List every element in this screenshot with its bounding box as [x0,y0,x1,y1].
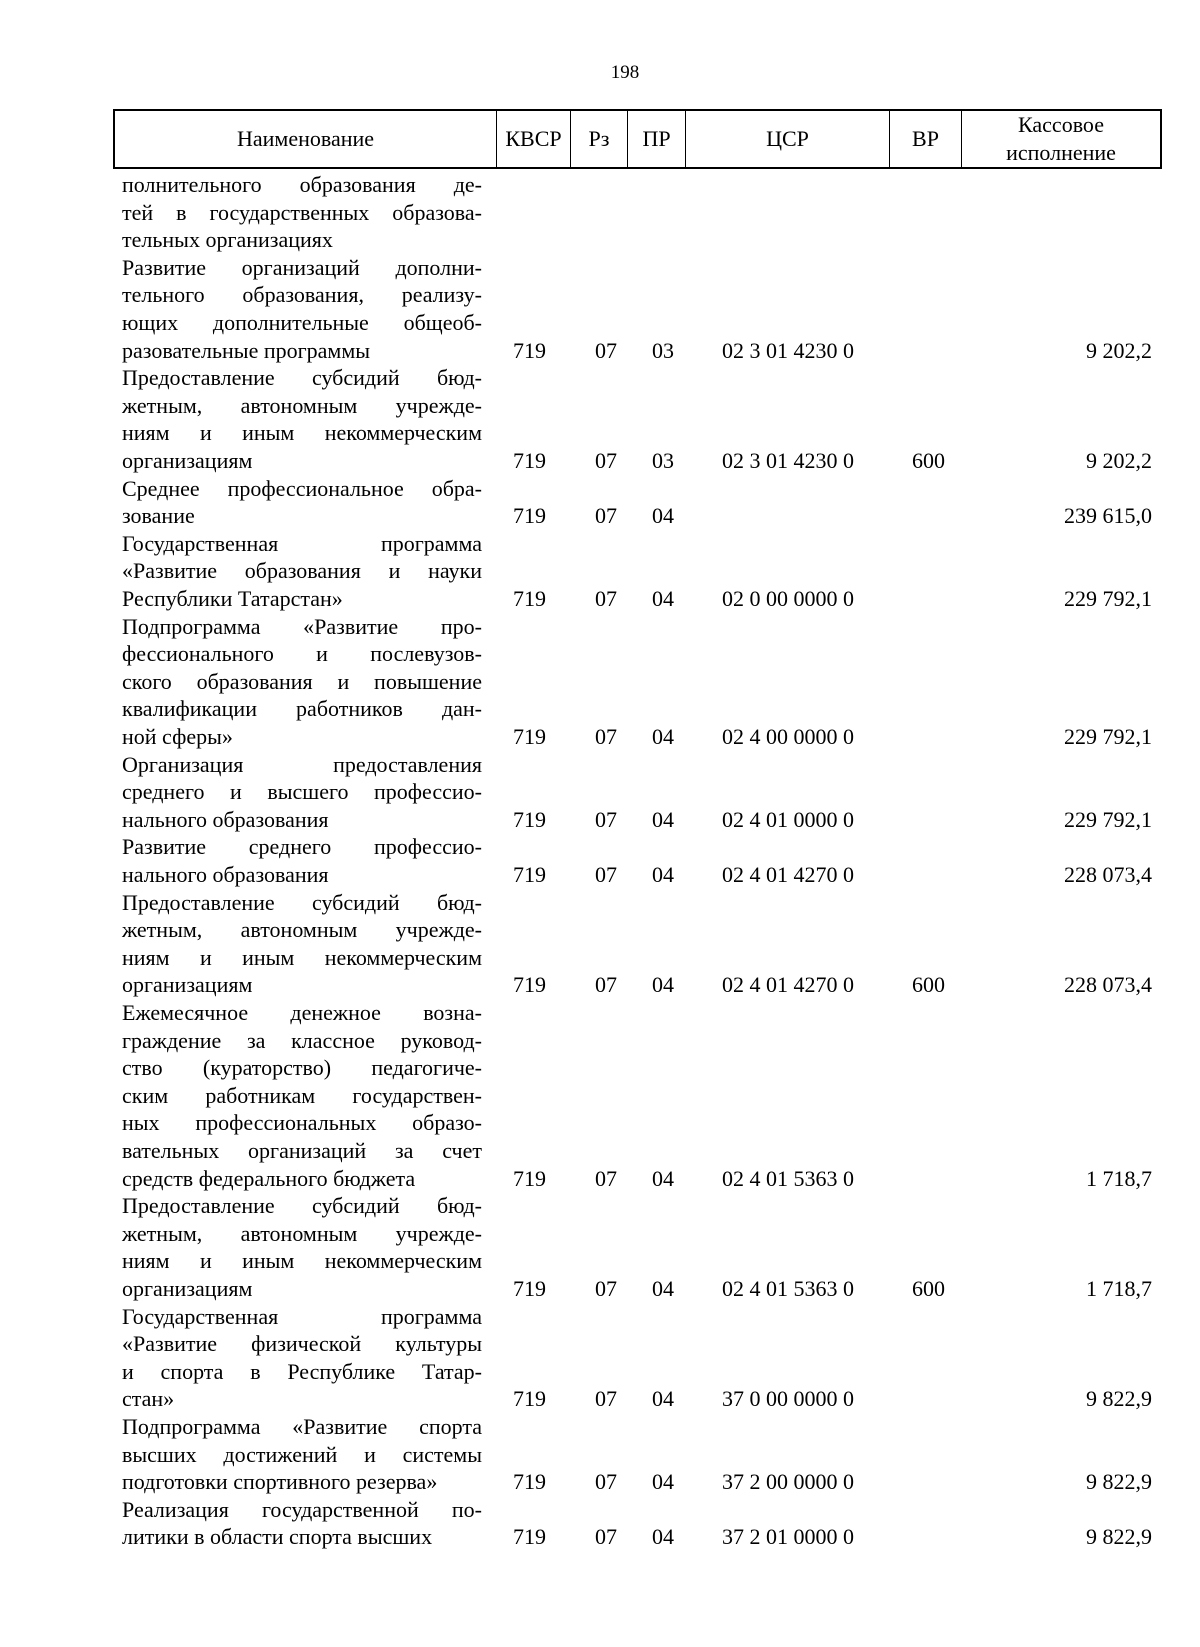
table-row [0,751,1200,834]
row-csr: 02 4 01 0000 0 [722,806,854,832]
row-pr: 04 [652,1386,674,1412]
row-amount: 9 822,9 [1086,1469,1152,1495]
row-name-line: жетным, автономным учрежде- [122,392,482,418]
row-name-line: ниям и иным некоммерческим [122,1248,482,1274]
row-name-line: граждение за классное руковод- [122,1027,482,1053]
row-name-line: организациям [122,447,253,473]
table-row [0,364,1200,474]
row-csr: 02 4 01 4270 0 [722,972,854,998]
row-rz: 07 [595,1469,617,1495]
table-row [0,1496,1200,1551]
row-name-line: средств федерального бюджета [122,1165,416,1191]
row-name [122,254,482,364]
row-pr: 04 [652,723,674,749]
row-name-line: Государственная программа [122,530,482,556]
row-rz: 07 [595,1386,617,1412]
row-kvsr: 719 [513,723,546,749]
row-name-line: Подпрограмма «Развитие про- [122,613,482,639]
row-name-line: тей в государственных образова- [122,199,482,225]
row-name-line: Реализация государственной по- [122,1496,482,1522]
header-name: Наименование [236,126,375,151]
row-name [122,171,482,254]
row-amount: 229 792,1 [1064,723,1152,749]
header-amount-line1: Кассовое [1018,112,1104,137]
row-rz: 07 [595,806,617,832]
row-name-line: Государственная программа [122,1303,482,1329]
row-name-line: Предоставление субсидий бюд- [122,365,482,391]
row-name-line: зование [122,503,195,529]
row-rz: 07 [595,447,617,473]
row-name-line: тельного образования, реализу- [122,282,482,308]
row-kvsr: 719 [513,1165,546,1191]
header-rz: Рз [570,111,627,167]
row-rz: 07 [595,861,617,887]
row-name-line: Предоставление субсидий бюд- [122,1193,482,1219]
row-name-line: Республики Татарстан» [122,585,343,611]
row-kvsr: 719 [513,1524,546,1550]
row-name-line: «Развитие физической культуры [122,1331,482,1357]
row-name [122,1192,482,1302]
row-name-line: литики в области спорта высших [122,1524,433,1550]
row-name-line: Развитие среднего профессио- [122,834,482,860]
row-name [122,530,482,613]
row-amount: 229 792,1 [1064,585,1152,611]
row-rz: 07 [595,972,617,998]
row-name-line: среднего и высшего профессио- [122,779,482,805]
row-vr: 600 [912,972,945,998]
row-name-line: ной сферы» [122,723,233,749]
row-name-line: ство (кураторство) педагогиче- [122,1055,482,1081]
row-kvsr: 719 [513,337,546,363]
row-amount: 9 202,2 [1086,447,1152,473]
row-name-line: квалификации работников дан- [122,696,482,722]
table-row [0,889,1200,999]
row-kvsr: 719 [513,972,546,998]
table-row [0,475,1200,530]
table-row [0,999,1200,1192]
row-amount: 229 792,1 [1064,806,1152,832]
row-amount: 1 718,7 [1086,1165,1152,1191]
header-pr: ПР [627,111,685,167]
row-name-line: Предоставление субсидий бюд- [122,889,482,915]
table-row [0,1192,1200,1302]
row-pr: 04 [652,503,674,529]
row-pr: 04 [652,861,674,887]
row-kvsr: 719 [513,585,546,611]
row-name-line: тельных организациях [122,227,333,253]
row-name-line: Среднее профессиональное обра- [122,475,482,501]
row-kvsr: 719 [513,503,546,529]
row-amount: 9 822,9 [1086,1386,1152,1412]
row-rz: 07 [595,585,617,611]
header-kvsr: КВСР [496,111,570,167]
row-name-line: нального образования [122,861,329,887]
row-csr: 02 0 00 0000 0 [722,585,854,611]
header-csr: ЦСР [685,111,889,167]
row-name [122,475,482,530]
row-name-line: Развитие организаций дополни- [122,254,482,280]
row-name [122,1303,482,1413]
row-name-line: организациям [122,972,253,998]
row-rz: 07 [595,1524,617,1550]
table-body [0,171,1200,1551]
row-rz: 07 [595,1165,617,1191]
row-kvsr: 719 [513,1386,546,1412]
row-vr: 600 [912,447,945,473]
row-pr: 04 [652,1524,674,1550]
table-row [0,833,1200,888]
row-name [122,613,482,751]
row-name-line: жетным, автономным учрежде- [122,917,482,943]
row-pr: 03 [652,337,674,363]
table-row [0,530,1200,613]
row-kvsr: 719 [513,1469,546,1495]
row-csr: 37 2 01 0000 0 [722,1524,854,1550]
row-name-line: нального образования [122,806,329,832]
row-pr: 04 [652,1275,674,1301]
row-kvsr: 719 [513,861,546,887]
row-vr: 600 [912,1275,945,1301]
row-name-line: «Развитие образования и науки [122,558,482,584]
row-name-line: ниям и иным некоммерческим [122,944,482,970]
row-csr: 02 4 01 5363 0 [722,1275,854,1301]
row-name-line: ных профессиональных образо- [122,1110,482,1136]
row-csr: 37 2 00 0000 0 [722,1469,854,1495]
row-pr: 04 [652,1469,674,1495]
row-name [122,889,482,999]
row-amount: 9 822,9 [1086,1524,1152,1550]
row-csr: 02 4 01 5363 0 [722,1165,854,1191]
row-name-line: полнительного образования де- [122,172,482,197]
row-rz: 07 [595,1275,617,1301]
table-row [0,1303,1200,1413]
row-amount: 9 202,2 [1086,337,1152,363]
table-row [0,613,1200,751]
row-kvsr: 719 [513,447,546,473]
row-name [122,833,482,888]
row-name-line: ниям и иным некоммерческим [122,420,482,446]
row-name-line: Организация предоставления [122,751,482,777]
row-name-line: и спорта в Республике Татар- [122,1358,482,1384]
row-name-line: ского образования и повышение [122,668,482,694]
row-csr: 02 3 01 4230 0 [722,337,854,363]
row-kvsr: 719 [513,806,546,832]
row-rz: 07 [595,337,617,363]
row-amount: 1 718,7 [1086,1275,1152,1301]
row-name [122,1413,482,1496]
row-name-line: ским работникам государствен- [122,1082,482,1108]
row-name-line: фессионального и послевузов- [122,641,482,667]
row-csr: 02 4 00 0000 0 [722,723,854,749]
row-name [122,999,482,1192]
row-name-line: ющих дополнительные общеоб- [122,309,482,335]
row-kvsr: 719 [513,1275,546,1301]
header-vr: ВР [889,111,961,167]
row-name-line: жетным, автономным учрежде- [122,1220,482,1246]
row-pr: 04 [652,585,674,611]
row-csr: 02 3 01 4230 0 [722,447,854,473]
page-number: 198 [610,62,640,83]
table-row [0,171,1200,254]
table-header [113,109,1162,169]
row-name-line: организациям [122,1275,253,1301]
row-amount: 239 615,0 [1064,503,1152,529]
row-name-line: подготовки спортивного резерва» [122,1469,438,1495]
row-name-line: вательных организаций за счет [122,1137,482,1163]
row-rz: 07 [595,723,617,749]
table-row [0,1413,1200,1496]
row-rz: 07 [595,503,617,529]
row-name-line: стан» [122,1386,175,1412]
row-amount: 228 073,4 [1064,972,1152,998]
row-csr: 37 0 00 0000 0 [722,1386,854,1412]
row-name [122,751,482,834]
row-name [122,1496,482,1551]
row-csr: 02 4 01 4270 0 [722,861,854,887]
row-name-line: Подпрограмма «Развитие спорта [122,1413,482,1439]
row-name [122,364,482,474]
row-name-line: Ежемесячное денежное возна- [122,999,482,1025]
row-amount: 228 073,4 [1064,861,1152,887]
row-pr: 04 [652,972,674,998]
row-name-line: высших достижений и системы [122,1441,482,1467]
table-row [0,254,1200,364]
row-pr: 04 [652,806,674,832]
row-pr: 03 [652,447,674,473]
row-name-line: разовательные программы [122,337,371,363]
header-amount-line2: исполнение [1006,140,1116,165]
header-amount [961,111,1160,167]
row-pr: 04 [652,1165,674,1191]
